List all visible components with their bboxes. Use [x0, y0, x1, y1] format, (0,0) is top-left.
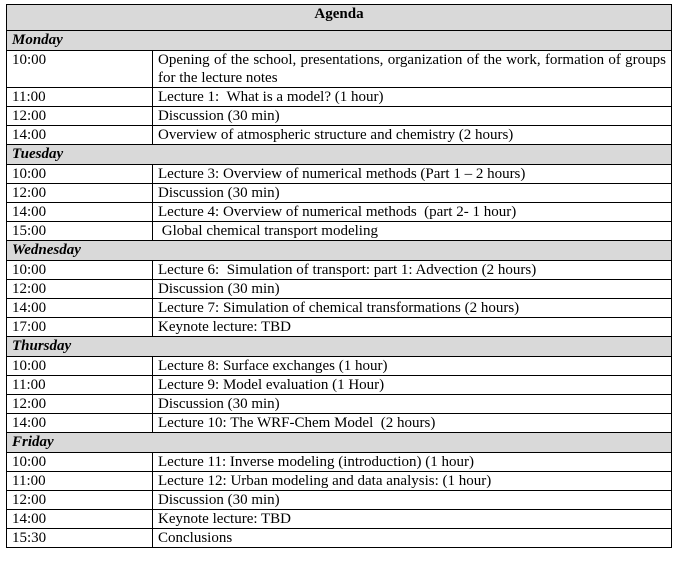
session-time: 11:00 [7, 88, 153, 107]
day-header-row [7, 31, 672, 51]
session-time: 12:00 [7, 280, 153, 299]
session-time: 12:00 [7, 184, 153, 203]
agenda-row [7, 414, 672, 433]
agenda-row [7, 51, 672, 88]
session-description: Opening of the school, presentations, organization of the work, formation of groups for the lecture notes [153, 51, 672, 88]
session-description: Lecture 3: Overview of numerical methods (Part 1 – 2 hours) [153, 165, 672, 184]
session-description: Lecture 1: What is a model? (1 hour) [153, 88, 672, 107]
agenda-row [7, 126, 672, 145]
session-description: Conclusions [153, 529, 672, 548]
day-header-row [7, 433, 672, 453]
session-description: Lecture 7: Simulation of chemical transformations (2 hours) [153, 299, 672, 318]
day-header-row [7, 241, 672, 261]
agenda-row [7, 510, 672, 529]
session-time: 14:00 [7, 510, 153, 529]
agenda-row [7, 376, 672, 395]
session-time: 11:00 [7, 376, 153, 395]
agenda-row [7, 472, 672, 491]
session-time: 12:00 [7, 491, 153, 510]
session-time: 15:30 [7, 529, 153, 548]
session-description: Discussion (30 min) [153, 491, 672, 510]
agenda-row [7, 203, 672, 222]
session-time: 10:00 [7, 51, 153, 88]
agenda-row [7, 318, 672, 337]
agenda-row [7, 491, 672, 510]
day-name-thursday: Thursday [7, 337, 672, 357]
session-description: Lecture 8: Surface exchanges (1 hour) [153, 357, 672, 376]
session-description: Lecture 9: Model evaluation (1 Hour) [153, 376, 672, 395]
session-description: Global chemical transport modeling [153, 222, 672, 241]
day-header-row [7, 145, 672, 165]
session-time: 17:00 [7, 318, 153, 337]
session-time: 14:00 [7, 414, 153, 433]
session-time: 14:00 [7, 299, 153, 318]
session-time: 10:00 [7, 261, 153, 280]
agenda-row [7, 222, 672, 241]
session-description: Lecture 11: Inverse modeling (introduction) (1 hour) [153, 453, 672, 472]
session-time: 11:00 [7, 472, 153, 491]
agenda-row [7, 280, 672, 299]
session-description: Lecture 10: The WRF-Chem Model (2 hours) [153, 414, 672, 433]
session-description: Discussion (30 min) [153, 184, 672, 203]
agenda-title-row [7, 5, 672, 31]
day-header-row [7, 337, 672, 357]
agenda-row [7, 184, 672, 203]
session-description: Discussion (30 min) [153, 107, 672, 126]
session-description: Overview of atmospheric structure and chemistry (2 hours) [153, 126, 672, 145]
day-name-friday: Friday [7, 433, 672, 453]
session-time: 12:00 [7, 107, 153, 126]
session-description: Lecture 6: Simulation of transport: part 1: Advection (2 hours) [153, 261, 672, 280]
agenda-row [7, 88, 672, 107]
day-name-tuesday: Tuesday [7, 145, 672, 165]
session-description: Lecture 12: Urban modeling and data analysis: (1 hour) [153, 472, 672, 491]
session-description: Discussion (30 min) [153, 395, 672, 414]
session-time: 10:00 [7, 453, 153, 472]
agenda-row [7, 261, 672, 280]
agenda-row [7, 107, 672, 126]
session-description: Lecture 4: Overview of numerical methods (part 2- 1 hour) [153, 203, 672, 222]
session-time: 14:00 [7, 126, 153, 145]
session-time: 12:00 [7, 395, 153, 414]
session-time: 10:00 [7, 165, 153, 184]
agenda-row [7, 453, 672, 472]
day-name-wednesday: Wednesday [7, 241, 672, 261]
session-description: Keynote lecture: TBD [153, 510, 672, 529]
agenda-table [6, 4, 672, 548]
session-time: 10:00 [7, 357, 153, 376]
agenda-row [7, 529, 672, 548]
agenda-body [7, 5, 672, 548]
session-time: 14:00 [7, 203, 153, 222]
session-time: 15:00 [7, 222, 153, 241]
agenda-row [7, 165, 672, 184]
session-description: Keynote lecture: TBD [153, 318, 672, 337]
day-name-monday: Monday [7, 31, 672, 51]
agenda-row [7, 395, 672, 414]
agenda-title: Agenda [7, 5, 672, 31]
agenda-row [7, 357, 672, 376]
agenda-row [7, 299, 672, 318]
session-description: Discussion (30 min) [153, 280, 672, 299]
